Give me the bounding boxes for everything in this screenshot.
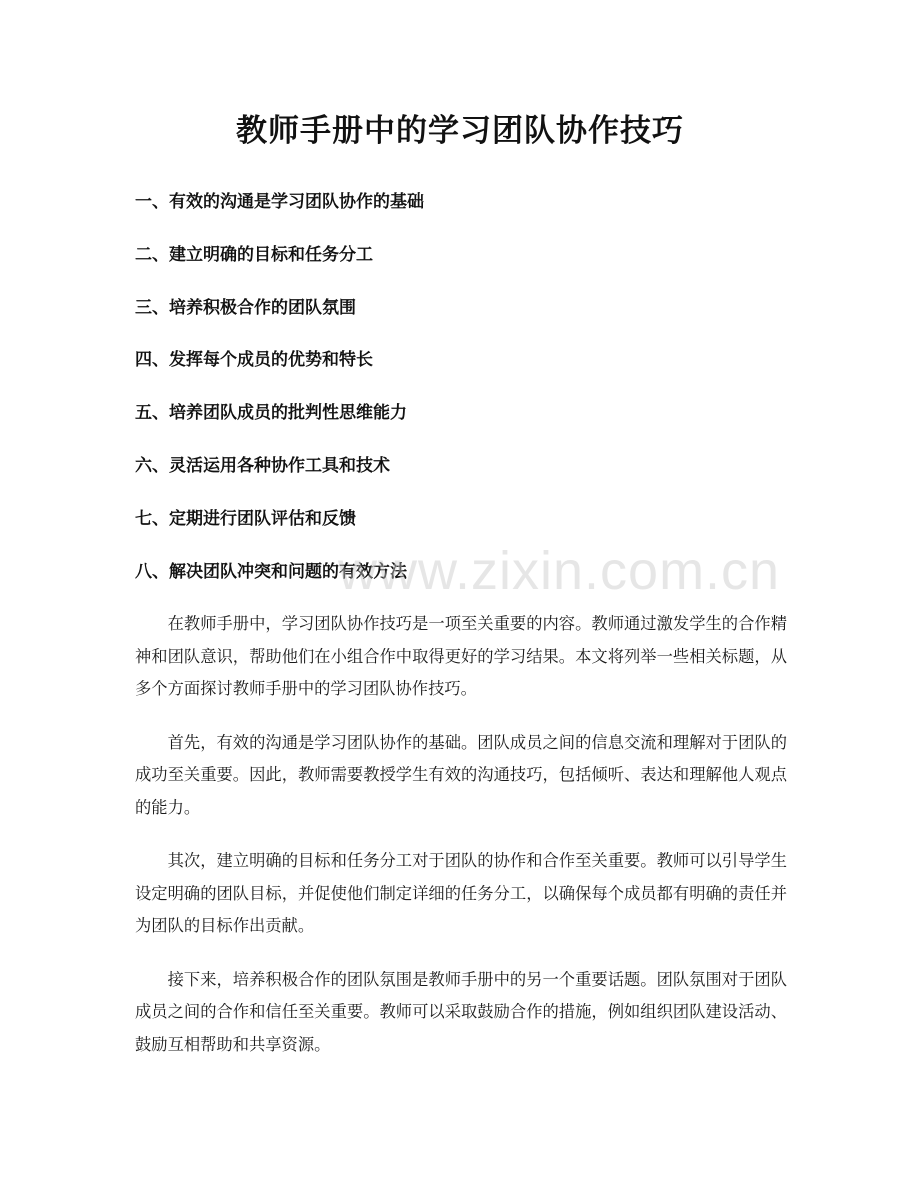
heading-item: 八、解决团队冲突和问题的有效方法 (135, 561, 407, 582)
heading-item: 五、培养团队成员的批判性思维能力 (135, 403, 407, 424)
paragraph: 接下来，培养积极合作的团队氛围是教师手册中的另一个重要话题。团队氛围对于团队成员之间的合作和信任至关重要。教师可以采取鼓励合作的措施，例如组织团队建设活动、鼓励互相帮助和共享资源。 (135, 969, 787, 1054)
paragraph: 其次，建立明确的目标和任务分工对于团队的协作和合作至关重要。教师可以引导学生设定明确的团队目标，并促使他们制定详细的任务分工，以确保每个成员都有明确的责任并为团队的目标作出贡献。 (135, 851, 787, 935)
paragraph: 在教师手册中，学习团队协作技巧是一项至关重要的内容。教师通过激发学生的合作精神和团队意识，帮助他们在小组合作中取得更好的学习结果。本文将列举一些相关标题，从多个方面探讨教师手册中的学习团队协作技巧。 (135, 614, 787, 698)
heading-item: 三、培养积极合作的团队氛围 (135, 297, 356, 318)
body-text (135, 608, 787, 1082)
heading-item: 一、有效的沟通是学习团队协作的基础 (135, 192, 424, 212)
paragraph: 首先，有效的沟通是学习团队协作的基础。团队成员之间的信息交流和理解对于团队的成功至关重要。因此，教师需要教授学生有效的沟通技巧，包括倾听、表达和理解他人观点的能力。 (135, 732, 787, 817)
watermark: www.zixin.com.cn (338, 541, 781, 601)
heading-list (135, 187, 795, 609)
document-title: 教师手册中的学习团队协作技巧 (236, 113, 684, 149)
heading-item: 六、灵活运用各种协作工具和技术 (135, 455, 390, 476)
heading-item: 四、发挥每个成员的优势和特长 (135, 350, 373, 371)
heading-item: 七、定期进行团队评估和反馈 (135, 508, 356, 529)
heading-item: 二、建立明确的目标和任务分工 (135, 244, 373, 265)
